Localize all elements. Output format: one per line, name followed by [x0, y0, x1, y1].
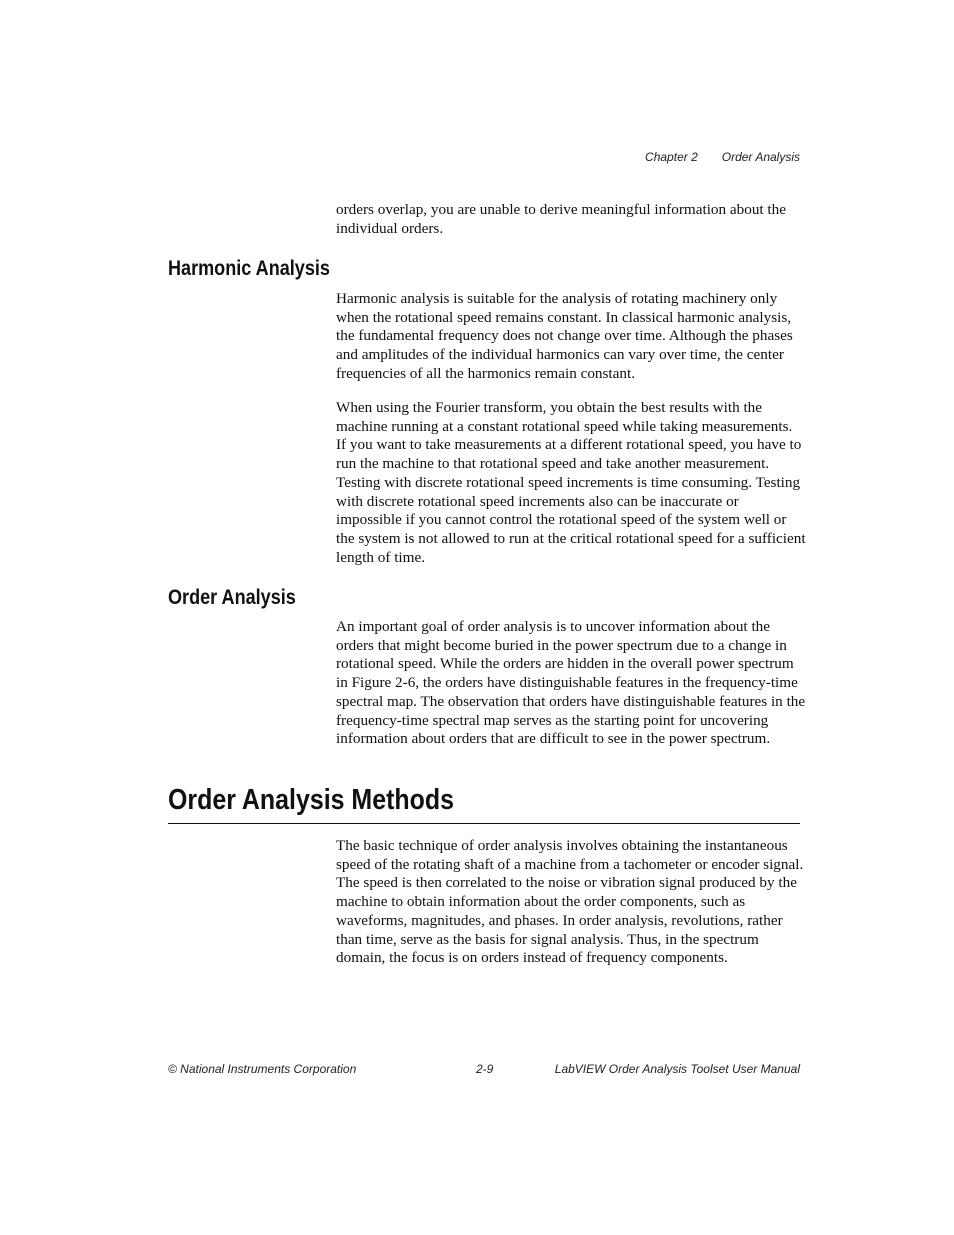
order-analysis-methods-heading: Order Analysis Methods — [168, 784, 454, 816]
footer-manual-title: LabVIEW Order Analysis Toolset User Manual — [554, 1062, 800, 1076]
order-analysis-paragraph: An important goal of order analysis is to uncover information about the orders that might become buried in the power spectrum due to a change in rotational speed. While the orders are hidden in the overall power spectrum in Figure 2-6, the orders have distinguishable features in the frequency-time spectral map. The observation that orders have distinguishable features in the frequency-time spectral map serves as the starting point for uncovering information about orders that are difficult to see in the power spectrum. — [336, 618, 806, 748]
header-chapter: Chapter 2 — [645, 150, 698, 164]
header-section: Order Analysis — [721, 150, 800, 164]
running-header — [645, 150, 800, 164]
section-divider — [168, 823, 800, 824]
footer-copyright: © National Instruments Corporation — [168, 1062, 357, 1076]
order-analysis-heading: Order Analysis — [168, 586, 296, 609]
harmonic-analysis-paragraph-2: When using the Fourier transform, you obtain the best results with the machine running at a constant rotational speed while taking measurements. If you want to take measurements at a different rotational speed, you have to run the machine to that rotational speed and take another measurement. Testing with discrete rotational speed increments is time consuming. Testing with discrete rotational speed increments also can be inaccurate or impossible if you cannot control the rotational speed of the system well or the system is not allowed to run at the critical rotational speed for a sufficient length of time. — [336, 399, 806, 566]
order-analysis-methods-paragraph: The basic technique of order analysis involves obtaining the instantaneous speed of the rotating shaft of a machine from a tachometer or encoder signal. The speed is then correlated to the noise or vibration signal produced by the machine to obtain information about the order components, such as waveforms, magnitudes, and phases. In order analysis, revolutions, rather than time, serve as the basis for signal analysis. Thus, in the spectrum domain, the focus is on orders instead of frequency components. — [336, 837, 804, 967]
harmonic-analysis-paragraph-1: Harmonic analysis is suitable for the analysis of rotating machinery only when the rotational speed remains constant. In classical harmonic analysis, the fundamental frequency does not change over time. Although the phases and amplitudes of the individual harmonics can vary over time, the center frequencies of all the harmonics remain constant. — [336, 290, 793, 382]
intro-continuation-paragraph: orders overlap, you are unable to derive meaningful information about the individual orders. — [336, 201, 786, 237]
harmonic-analysis-heading: Harmonic Analysis — [168, 257, 330, 280]
footer-page-number: 2-9 — [476, 1062, 494, 1076]
